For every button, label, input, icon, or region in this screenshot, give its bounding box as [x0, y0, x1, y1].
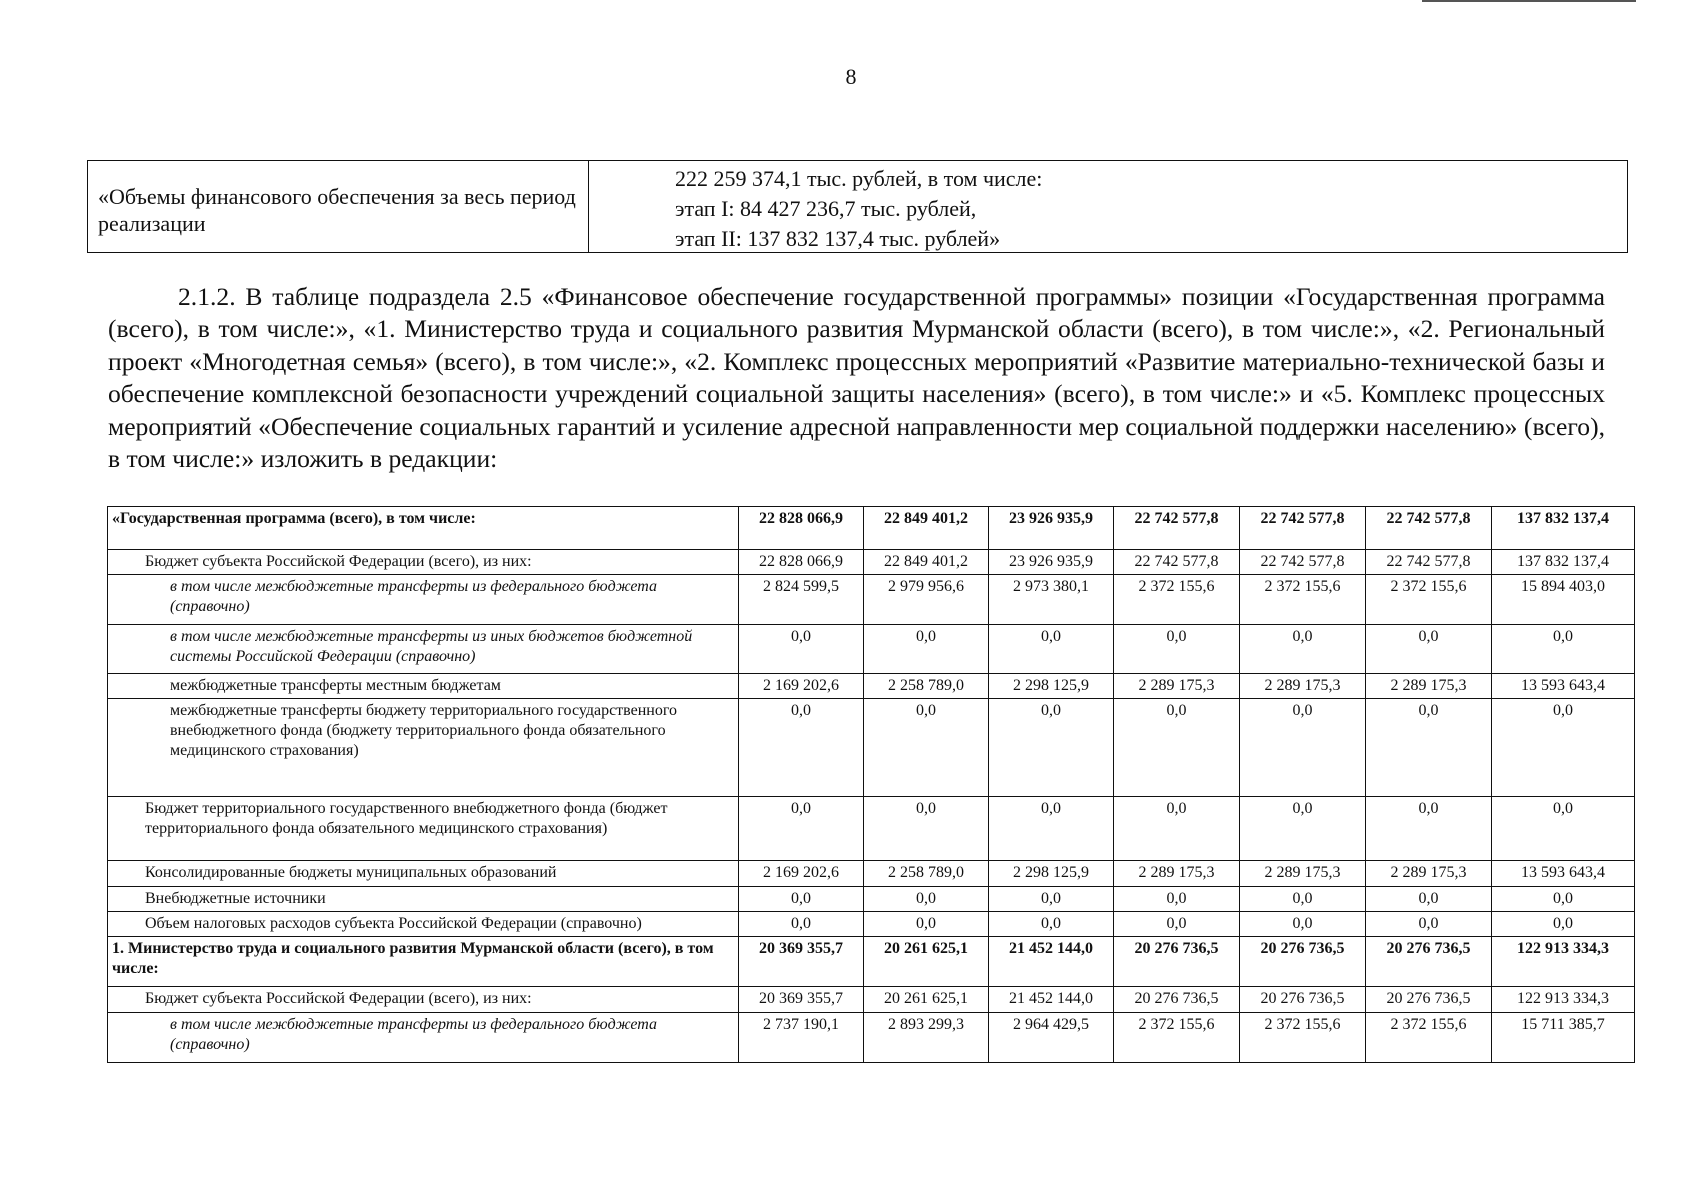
- value-cell: 2 964 429,5: [989, 1013, 1114, 1063]
- value-cell: 20 276 736,5: [1366, 937, 1492, 987]
- value-cell: 2 258 789,0: [864, 674, 989, 699]
- value-cell: 2 298 125,9: [989, 674, 1114, 699]
- value-cell: 15 894 403,0: [1492, 575, 1635, 625]
- value-cell: 2 372 155,6: [1240, 575, 1366, 625]
- value-cell: 0,0: [989, 797, 1114, 861]
- value-cell: 0,0: [989, 699, 1114, 797]
- value-cell: 20 276 736,5: [1240, 937, 1366, 987]
- value-cell: 22 742 577,8: [1366, 550, 1492, 575]
- value-cell: 23 926 935,9: [989, 550, 1114, 575]
- table-row-other-budget-transfers: [108, 625, 1635, 674]
- row-label: Бюджет субъекта Российской Федерации (всего), из них:: [108, 987, 739, 1013]
- amendment-paragraph: 2.1.2. В таблице подраздела 2.5 «Финансовое обеспечение государственной программы» позиции «Государственная программа (всего), в том числе:», «1. Министерство труда и социального развития Мурманской области (всего), в том числе:», «2. Региональный проект «Многодетная семья» (всего), в том числе:», «2. Комплекс процессных мероприятий «Развитие материально-технической базы и обеспечение комплексной безопасности учреждений социальной защиты населения» (всего), в том числе:» и «5. Комплекс процессных мероприятий «Обеспечение социальных гарантий и усиление адресной направленности мер социальной поддержки населению» (всего), в том числе:» изложить в редакции:: [108, 282, 1605, 474]
- row-label: в том числе межбюджетные трансферты из федерального бюджета (справочно): [108, 575, 739, 625]
- value-cell: 0,0: [1366, 797, 1492, 861]
- value-cell: 22 849 401,2: [864, 507, 989, 550]
- value-cell: 0,0: [739, 912, 864, 937]
- value-cell: 0,0: [864, 912, 989, 937]
- table-row-local-budget-transfers: [108, 674, 1635, 699]
- table-row-ministry-regional-budget: [108, 987, 1635, 1013]
- value-cell: 2 372 155,6: [1366, 575, 1492, 625]
- value-cell: 13 593 643,4: [1492, 674, 1635, 699]
- value-cell: 0,0: [1492, 887, 1635, 912]
- value-cell: 22 849 401,2: [864, 550, 989, 575]
- row-label: межбюджетные трансферты местным бюджетам: [108, 674, 739, 699]
- funding-summary-values: [589, 161, 1627, 252]
- value-cell: 22 742 577,8: [1114, 507, 1240, 550]
- table-row-municipal-budgets: [108, 861, 1635, 887]
- value-cell: 2 258 789,0: [864, 861, 989, 887]
- row-label: «Государственная программа (всего), в том числе:: [108, 507, 739, 550]
- value-cell: 0,0: [1492, 625, 1635, 674]
- value-cell: 0,0: [739, 699, 864, 797]
- value-cell: 2 289 175,3: [1366, 861, 1492, 887]
- value-cell: 2 372 155,6: [1240, 1013, 1366, 1063]
- value-cell: 20 276 736,5: [1114, 987, 1240, 1013]
- value-cell: 2 298 125,9: [989, 861, 1114, 887]
- value-cell: 0,0: [739, 887, 864, 912]
- value-cell: 22 742 577,8: [1366, 507, 1492, 550]
- value-cell: 0,0: [1366, 699, 1492, 797]
- value-cell: 0,0: [1114, 625, 1240, 674]
- value-cell: 0,0: [1366, 887, 1492, 912]
- value-cell: 2 372 155,6: [1366, 1013, 1492, 1063]
- value-cell: 0,0: [989, 887, 1114, 912]
- value-cell: 0,0: [1240, 912, 1366, 937]
- value-cell: 23 926 935,9: [989, 507, 1114, 550]
- value-cell: 13 593 643,4: [1492, 861, 1635, 887]
- value-cell: 0,0: [739, 797, 864, 861]
- value-cell: 0,0: [1492, 912, 1635, 937]
- value-cell: 0,0: [864, 797, 989, 861]
- value-cell: 21 452 144,0: [989, 937, 1114, 987]
- table-row-federal-transfers: [108, 575, 1635, 625]
- value-cell: 0,0: [1114, 797, 1240, 861]
- financing-table: [107, 506, 1635, 1063]
- value-cell: 0,0: [1240, 887, 1366, 912]
- value-cell: 2 979 956,6: [864, 575, 989, 625]
- value-cell: 0,0: [739, 625, 864, 674]
- value-cell: 0,0: [1114, 887, 1240, 912]
- page-number: 8: [845, 64, 857, 89]
- value-cell: 20 276 736,5: [1240, 987, 1366, 1013]
- value-cell: 20 276 736,5: [1366, 987, 1492, 1013]
- value-cell: 137 832 137,4: [1492, 550, 1635, 575]
- row-label: в том числе межбюджетные трансферты из иных бюджетов бюджетной системы Российской Федерации (справочно): [108, 625, 739, 674]
- value-cell: 0,0: [1240, 625, 1366, 674]
- row-label: в том числе межбюджетные трансферты из федерального бюджета (справочно): [108, 1013, 739, 1063]
- value-cell: 2 737 190,1: [739, 1013, 864, 1063]
- value-cell: 22 742 577,8: [1240, 507, 1366, 550]
- value-cell: 20 261 625,1: [864, 937, 989, 987]
- value-cell: 0,0: [864, 887, 989, 912]
- value-cell: 2 289 175,3: [1114, 674, 1240, 699]
- value-cell: 22 742 577,8: [1114, 550, 1240, 575]
- value-cell: 0,0: [1492, 699, 1635, 797]
- value-cell: 2 372 155,6: [1114, 575, 1240, 625]
- value-cell: 122 913 334,3: [1492, 937, 1635, 987]
- table-row-ministry-federal-transfers: [108, 1013, 1635, 1063]
- funding-summary-box: [87, 160, 1628, 253]
- value-cell: 2 893 299,3: [864, 1013, 989, 1063]
- row-label: Внебюджетные источники: [108, 887, 739, 912]
- value-cell: 20 261 625,1: [864, 987, 989, 1013]
- table-row-ministry-total: [108, 937, 1635, 987]
- value-cell: 2 372 155,6: [1114, 1013, 1240, 1063]
- value-cell: 2 169 202,6: [739, 861, 864, 887]
- top-rule-line: [1422, 0, 1636, 2]
- value-cell: 2 289 175,3: [1240, 861, 1366, 887]
- value-cell: 0,0: [989, 625, 1114, 674]
- value-cell: 2 289 175,3: [1240, 674, 1366, 699]
- table-row-regional-budget: [108, 550, 1635, 575]
- table-row-program-total: [108, 507, 1635, 550]
- table-row-insurance-fund-transfers: [108, 699, 1635, 797]
- value-cell: 0,0: [1492, 797, 1635, 861]
- value-cell: 2 973 380,1: [989, 575, 1114, 625]
- value-cell: 20 276 736,5: [1114, 937, 1240, 987]
- value-cell: 2 289 175,3: [1114, 861, 1240, 887]
- value-cell: 0,0: [1366, 912, 1492, 937]
- table-row-tax-expenditures: [108, 912, 1635, 937]
- value-cell: 0,0: [1114, 912, 1240, 937]
- value-cell: 20 369 355,7: [739, 937, 864, 987]
- funding-summary-total: 222 259 374,1 тыс. рублей, в том числе:: [675, 166, 1043, 191]
- value-cell: 0,0: [1240, 699, 1366, 797]
- value-cell: 0,0: [864, 699, 989, 797]
- value-cell: 22 828 066,9: [739, 550, 864, 575]
- value-cell: 15 711 385,7: [1492, 1013, 1635, 1063]
- value-cell: 2 824 599,5: [739, 575, 864, 625]
- value-cell: 2 289 175,3: [1366, 674, 1492, 699]
- table-row-extrabudgetary: [108, 887, 1635, 912]
- value-cell: 0,0: [1240, 797, 1366, 861]
- funding-summary-label: «Объемы финансового обеспечения за весь период реализации: [88, 161, 589, 252]
- row-label: Объем налоговых расходов субъекта Российской Федерации (справочно): [108, 912, 739, 937]
- row-label: Бюджет территориального государственного внебюджетного фонда (бюджет территориального фонда обязательного медицинского страхования): [108, 797, 739, 861]
- value-cell: 22 828 066,9: [739, 507, 864, 550]
- value-cell: 0,0: [989, 912, 1114, 937]
- funding-summary-stage-1: этап I: 84 427 236,7 тыс. рублей,: [675, 196, 977, 221]
- row-label: Бюджет субъекта Российской Федерации (всего), из них:: [108, 550, 739, 575]
- value-cell: 137 832 137,4: [1492, 507, 1635, 550]
- value-cell: 0,0: [1114, 699, 1240, 797]
- value-cell: 22 742 577,8: [1240, 550, 1366, 575]
- table-row-insurance-fund-budget: [108, 797, 1635, 861]
- row-label: Консолидированные бюджеты муниципальных образований: [108, 861, 739, 887]
- value-cell: 0,0: [864, 625, 989, 674]
- row-label: межбюджетные трансферты бюджету территориального государственного внебюджетного фонда (бюджету территориального фонда обязательного медицинского страхования): [108, 699, 739, 797]
- value-cell: 2 169 202,6: [739, 674, 864, 699]
- value-cell: 122 913 334,3: [1492, 987, 1635, 1013]
- row-label: 1. Министерство труда и социального развития Мурманской области (всего), в том числе:: [108, 937, 739, 987]
- value-cell: 21 452 144,0: [989, 987, 1114, 1013]
- value-cell: 20 369 355,7: [739, 987, 864, 1013]
- value-cell: 0,0: [1366, 625, 1492, 674]
- funding-summary-stage-2: этап II: 137 832 137,4 тыс. рублей»: [675, 226, 1001, 251]
